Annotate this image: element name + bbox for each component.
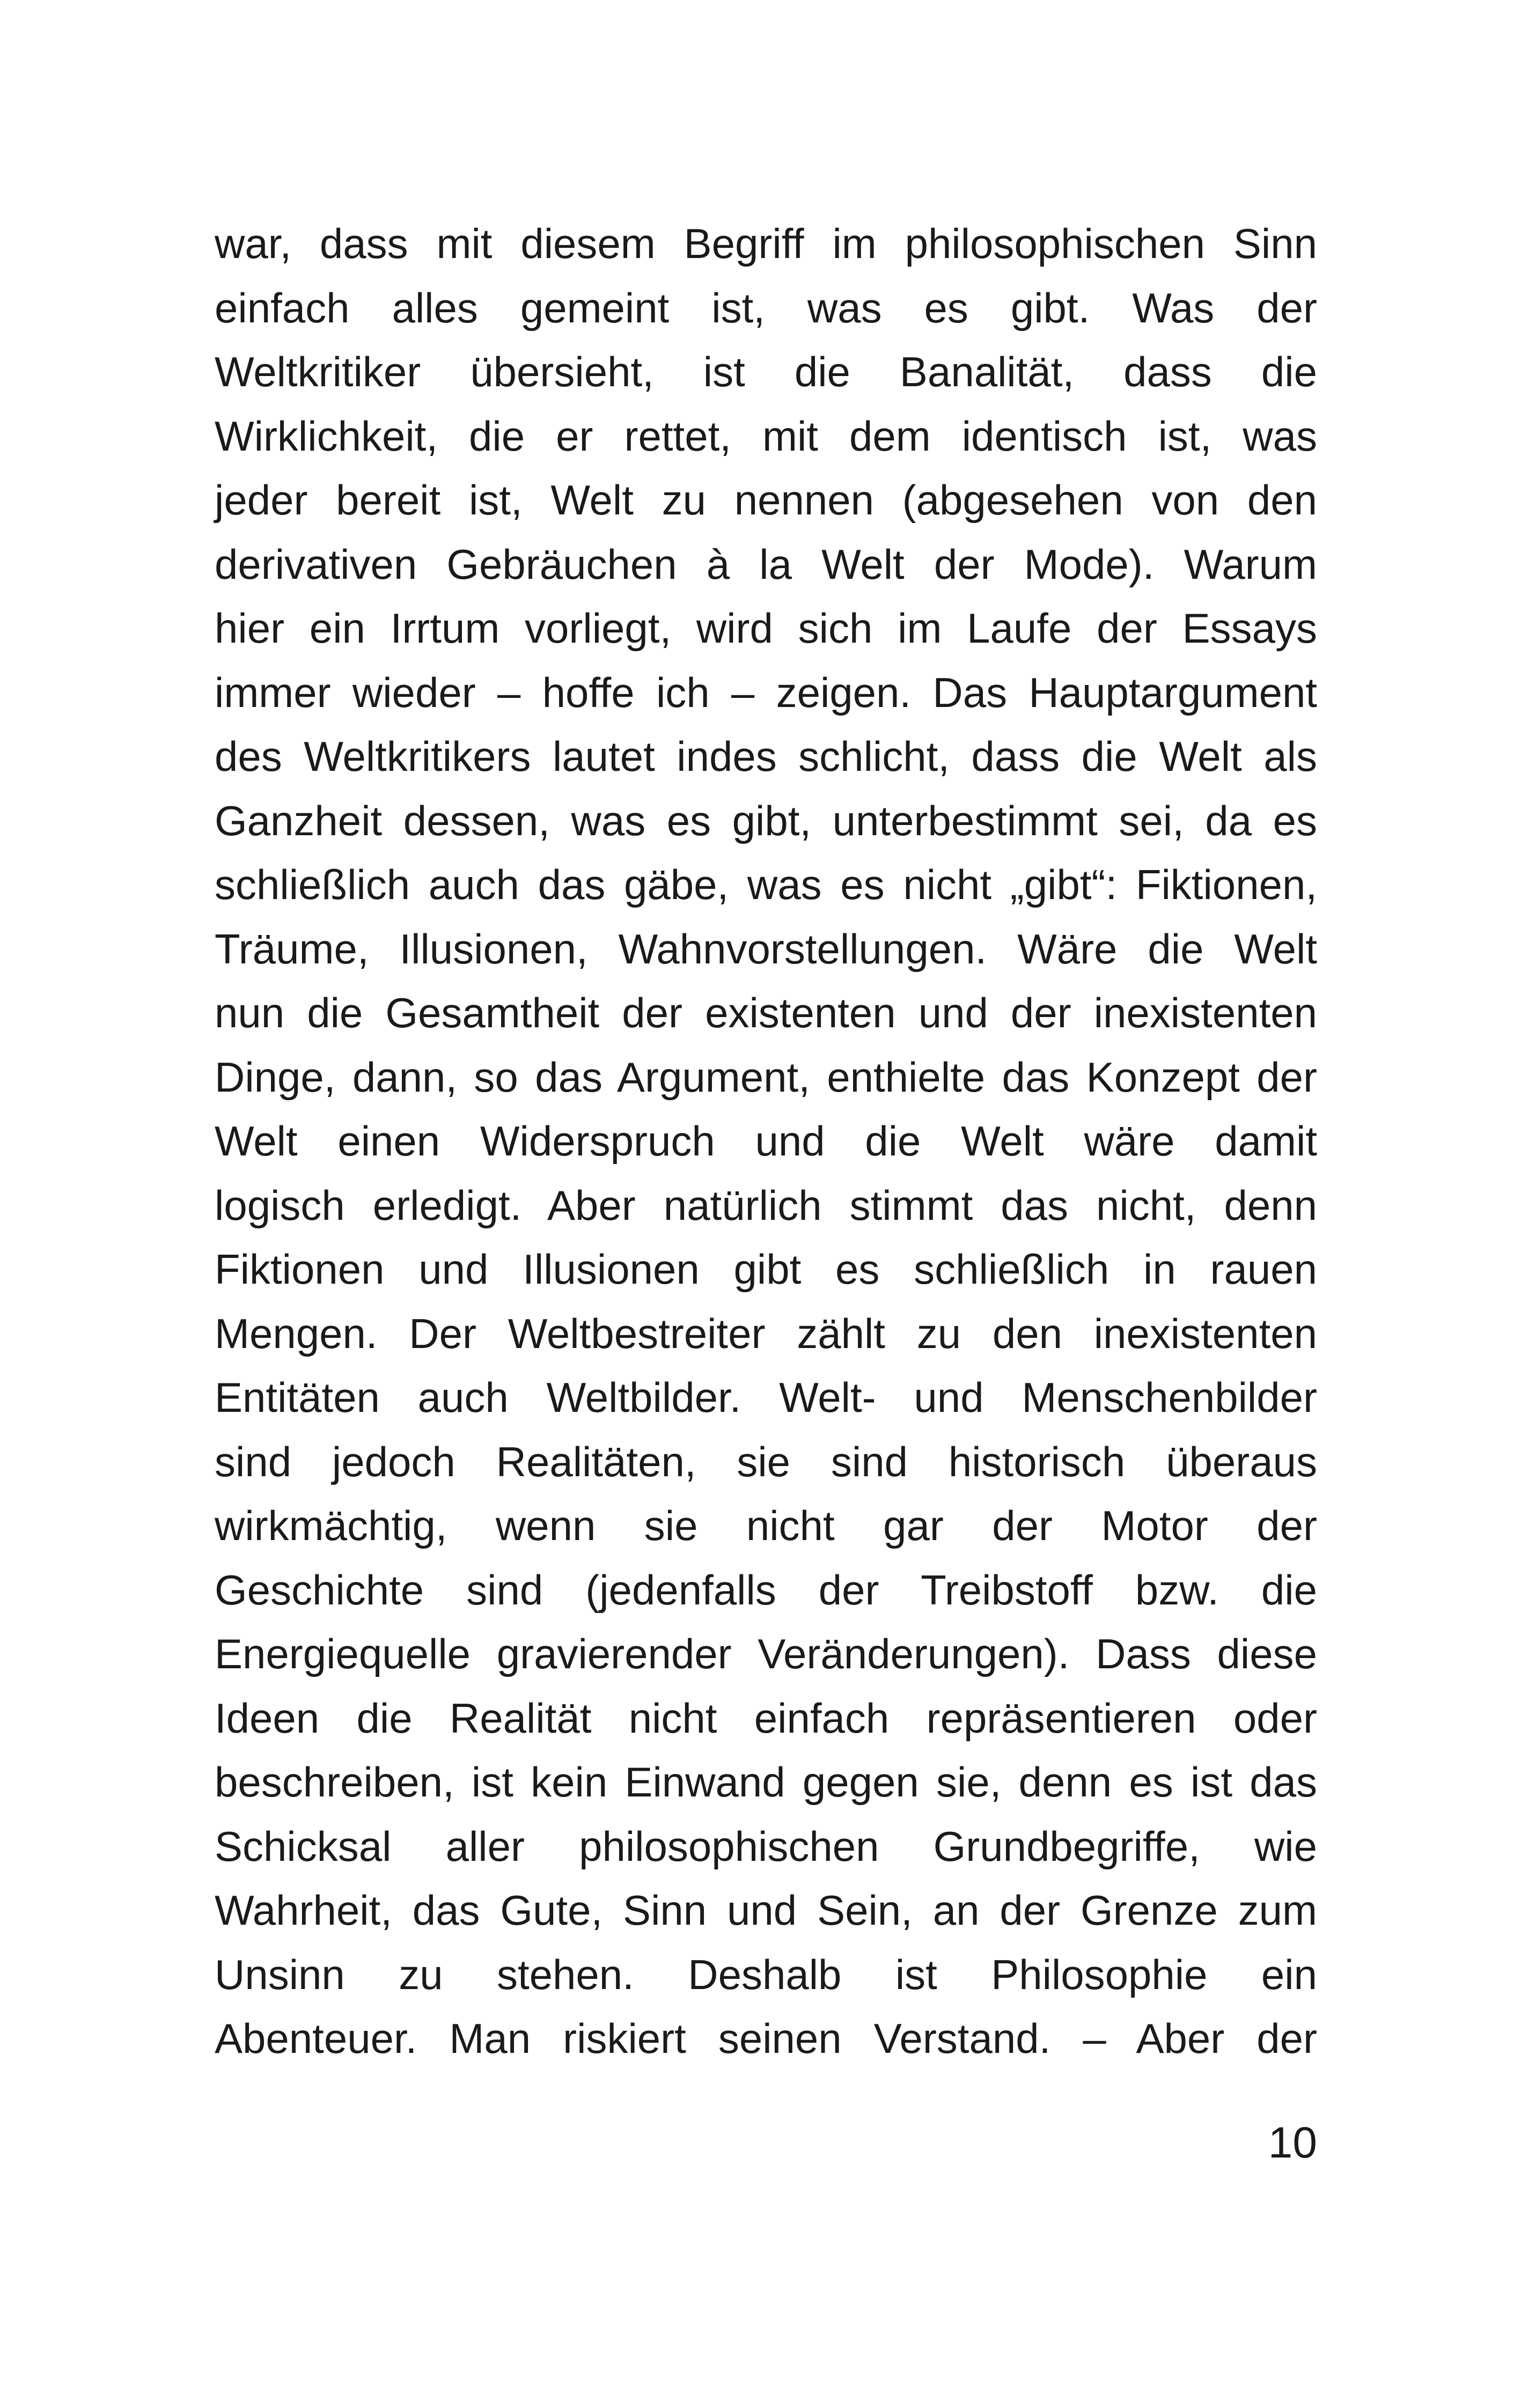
text-line: jeder bereit ist, Welt zu nennen (abgesehen von den: [215, 476, 1317, 524]
text-line: Entitäten auch Weltbilder. Welt- und Menschenbilder: [215, 1374, 1317, 1421]
text-line: Wirklichkeit, die er rettet, mit dem identisch ist, was: [215, 412, 1317, 460]
text-line: des Weltkritikers lautet indes schlicht, dass die Welt als: [215, 733, 1317, 780]
text-line: Wahrheit, das Gute, Sinn und Sein, an der Grenze zum: [215, 1887, 1317, 1934]
text-line: schließlich auch das gäbe, was es nicht „gibt“: Fiktionen,: [215, 861, 1317, 908]
text-line: Geschichte sind (jedenfalls der Treibstoff bzw. die: [215, 1566, 1317, 1614]
text-line: Ganzheit dessen, was es gibt, unterbestimmt sei, da es: [215, 797, 1317, 844]
text-line: Dinge, dann, so das Argument, enthielte das Konzept der: [215, 1053, 1317, 1101]
text-line: Ideen die Realität nicht einfach repräsentieren oder: [215, 1694, 1317, 1742]
page-number: 10: [1268, 2118, 1317, 2167]
text-line: Träume, Illusionen, Wahnvorstellungen. Wäre die Welt: [215, 925, 1317, 973]
text-line: Energiequelle gravierender Veränderungen). Dass diese: [215, 1630, 1317, 1677]
text-line: Schicksal aller philosophischen Grundbegriffe, wie: [215, 1822, 1317, 1870]
text-line: Weltkritiker übersieht, ist die Banalität, dass die: [215, 348, 1317, 395]
text-line: logisch erledigt. Aber natürlich stimmt das nicht, denn: [215, 1181, 1317, 1229]
text-line: Abenteuer. Man riskiert seinen Verstand. – Aber der: [215, 2015, 1317, 2062]
text-line: nun die Gesamtheit der existenten und der inexistenten: [215, 989, 1317, 1036]
text-line: beschreiben, ist kein Einwand gegen sie, denn es ist das: [215, 1758, 1317, 1806]
text-line: war, dass mit diesem Begriff im philosophischen Sinn: [215, 220, 1317, 267]
text-line: wirkmächtig, wenn sie nicht gar der Motor der: [215, 1502, 1317, 1549]
text-line: Fiktionen und Illusionen gibt es schließlich in rauen: [215, 1246, 1317, 1293]
text-line: derivativen Gebräuchen à la Welt der Mode). Warum: [215, 540, 1317, 588]
text-line: sind jedoch Realitäten, sie sind historisch überaus: [215, 1438, 1317, 1485]
text-line: einfach alles gemeint ist, was es gibt. Was der: [215, 284, 1317, 332]
text-line: Mengen. Der Weltbestreiter zählt zu den inexistenten: [215, 1309, 1317, 1357]
body-text: [215, 212, 1317, 2071]
text-line: hier ein Irrtum vorliegt, wird sich im Laufe der Essays: [215, 605, 1317, 652]
text-line: Welt einen Widerspruch und die Welt wäre damit: [215, 1117, 1317, 1165]
text-line: immer wieder – hoffe ich – zeigen. Das Hauptargument: [215, 668, 1317, 716]
text-line: Unsinn zu stehen. Deshalb ist Philosophie ein: [215, 1950, 1317, 1998]
